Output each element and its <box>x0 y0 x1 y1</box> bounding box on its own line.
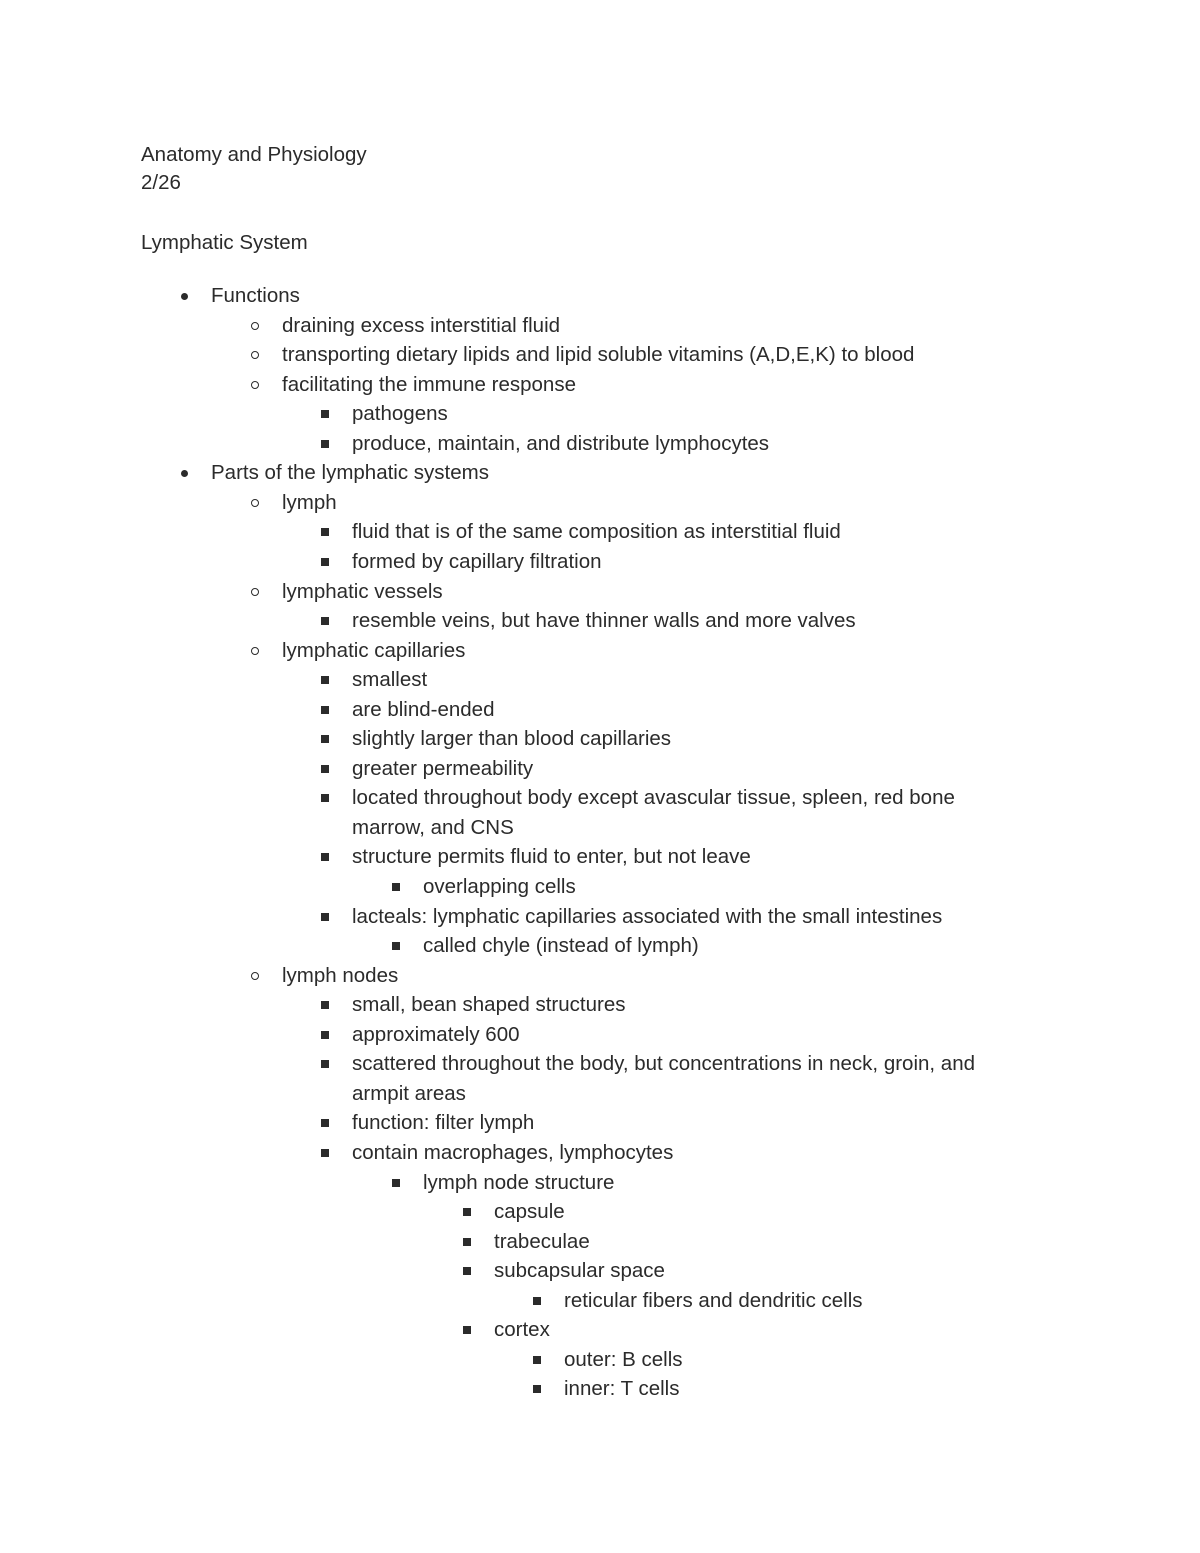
outline-item-level-1 <box>282 580 443 604</box>
square-bullet-icon <box>460 1318 474 1342</box>
square-bullet-icon <box>318 432 332 456</box>
topic-heading: Lymphatic System <box>141 231 308 254</box>
circle-bullet-icon <box>248 580 262 604</box>
outline-item-text: lymphatic vessels <box>282 579 443 603</box>
outline-item-text: lymphatic capillaries <box>282 638 466 662</box>
outline-item-level-2 <box>352 1023 520 1047</box>
outline-item-text: function: filter lymph <box>352 1111 535 1135</box>
square-bullet-icon <box>389 875 403 899</box>
outline-item-level-0 <box>211 461 489 485</box>
square-bullet-icon <box>318 550 332 574</box>
square-bullet-icon <box>318 609 332 633</box>
outline-item-level-2 <box>352 402 448 426</box>
outline-item-text: lacteals: lymphatic capillaries associated with the small intestines <box>352 904 943 928</box>
outline-item-level-2 <box>352 905 942 929</box>
outline-item-text: resemble veins, but have thinner walls and more valves <box>352 609 856 633</box>
outline-item-text: reticular fibers and dendritic cells <box>564 1288 863 1312</box>
outline-item-text: approximately 600 <box>352 1022 520 1046</box>
square-bullet-icon <box>318 993 332 1017</box>
square-bullet-icon <box>318 727 332 751</box>
outline-item-text: contain macrophages, lymphocytes <box>352 1140 674 1164</box>
outline-item-level-4 <box>494 1230 590 1254</box>
outline-item-level-2 <box>352 757 533 781</box>
square-bullet-icon <box>318 1141 332 1165</box>
outline-item-text: transporting dietary lipids and lipid soluble vitamins (A,D,E,K) to blood <box>282 343 915 367</box>
outline-item-level-2 <box>352 609 856 633</box>
square-bullet-icon <box>318 905 332 929</box>
square-bullet-icon <box>389 934 403 958</box>
circle-bullet-icon <box>248 491 262 515</box>
disc-bullet-icon <box>177 284 191 308</box>
outline-item-text: inner: T cells <box>564 1377 680 1401</box>
outline-item-text: smallest <box>352 668 428 692</box>
square-bullet-icon <box>530 1377 544 1401</box>
outline-item-text: outer: B cells <box>564 1347 683 1371</box>
outline-item-text: scattered throughout the body, but concentrations in neck, groin, and <box>352 1052 975 1076</box>
outline-item-level-2 <box>352 698 494 722</box>
square-bullet-icon <box>318 698 332 722</box>
outline-item-text: pathogens <box>352 402 448 426</box>
outline-item-text: formed by capillary filtration <box>352 549 602 573</box>
square-bullet-icon <box>318 786 332 810</box>
outline-item-level-2 <box>352 845 751 869</box>
outline-item-text: lymph nodes <box>282 963 399 987</box>
outline-item-text: Parts of the lymphatic systems <box>211 461 489 485</box>
outline-item-text: located throughout body except avascular tissue, spleen, red bone <box>352 786 955 810</box>
outline-item-level-2 <box>352 520 841 544</box>
outline-item-level-4 <box>494 1318 550 1342</box>
outline-item-level-0 <box>211 284 300 308</box>
outline-item-level-2 <box>352 786 955 840</box>
square-bullet-icon <box>318 1111 332 1135</box>
outline-item-level-1 <box>282 373 576 397</box>
outline-item-level-2 <box>352 727 671 751</box>
outline-item-text: cortex <box>494 1318 550 1342</box>
outline-item-level-2 <box>352 668 427 692</box>
note-date: 2/26 <box>141 171 181 194</box>
outline-item-level-2 <box>352 1141 673 1165</box>
outline-item-level-5 <box>564 1377 679 1401</box>
square-bullet-icon <box>318 668 332 692</box>
outline-item-text: capsule <box>494 1200 565 1224</box>
outline-item-level-4 <box>494 1200 565 1224</box>
square-bullet-icon <box>460 1200 474 1224</box>
outline-item-text: subcapsular space <box>494 1259 665 1283</box>
outline-item-continuation: armpit areas <box>352 1081 466 1105</box>
outline-item-level-1 <box>282 343 914 367</box>
outline-item-text: small, bean shaped structures <box>352 993 626 1017</box>
circle-bullet-icon <box>248 639 262 663</box>
outline-item-level-2 <box>352 993 625 1017</box>
circle-bullet-icon <box>248 314 262 338</box>
square-bullet-icon <box>318 1023 332 1047</box>
outline-item-text: fluid that is of the same composition as interstitial fluid <box>352 520 841 544</box>
disc-bullet-icon <box>177 461 191 485</box>
outline-item-text: structure permits fluid to enter, but not leave <box>352 845 751 869</box>
outline-item-level-2 <box>352 1111 534 1135</box>
square-bullet-icon <box>389 1171 403 1195</box>
circle-bullet-icon <box>248 343 262 367</box>
outline-item-level-3 <box>423 1171 614 1195</box>
outline-item-level-4 <box>494 1259 665 1283</box>
square-bullet-icon <box>318 757 332 781</box>
square-bullet-icon <box>530 1289 544 1313</box>
outline-item-text: are blind-ended <box>352 697 495 721</box>
outline-item-text: lymph node structure <box>423 1170 615 1194</box>
outline-item-level-3 <box>423 875 576 899</box>
course-title: Anatomy and Physiology <box>141 143 367 166</box>
outline-item-text: Functions <box>211 284 300 307</box>
outline-item-text: trabeculae <box>494 1229 590 1253</box>
outline-item-level-1 <box>282 491 337 515</box>
outline-item-text: produce, maintain, and distribute lymphocytes <box>352 431 770 455</box>
outline-item-level-1 <box>282 314 560 338</box>
outline-item-level-3 <box>423 934 699 958</box>
square-bullet-icon <box>530 1348 544 1372</box>
square-bullet-icon <box>460 1230 474 1254</box>
outline-item-level-1 <box>282 639 465 663</box>
circle-bullet-icon <box>248 964 262 988</box>
outline-item-level-5 <box>564 1348 683 1372</box>
outline-item-level-2 <box>352 550 602 574</box>
outline-item-level-2 <box>352 1052 975 1106</box>
square-bullet-icon <box>460 1259 474 1283</box>
square-bullet-icon <box>318 1052 332 1076</box>
outline-item-text: draining excess interstitial fluid <box>282 313 561 337</box>
outline-item-level-2 <box>352 432 769 456</box>
outline-item-text: overlapping cells <box>423 875 576 898</box>
outline-item-continuation: marrow, and CNS <box>352 815 514 839</box>
square-bullet-icon <box>318 520 332 544</box>
circle-bullet-icon <box>248 373 262 397</box>
outline-item-text: lymph <box>282 490 337 514</box>
square-bullet-icon <box>318 402 332 426</box>
outline-item-text: facilitating the immune response <box>282 372 576 396</box>
outline-item-level-1 <box>282 964 398 988</box>
outline-item-text: slightly larger than blood capillaries <box>352 727 672 751</box>
outline-item-level-5 <box>564 1289 863 1313</box>
square-bullet-icon <box>318 845 332 869</box>
outline-item-text: greater permeability <box>352 756 534 780</box>
outline-item-text: called chyle (instead of lymph) <box>423 934 699 958</box>
